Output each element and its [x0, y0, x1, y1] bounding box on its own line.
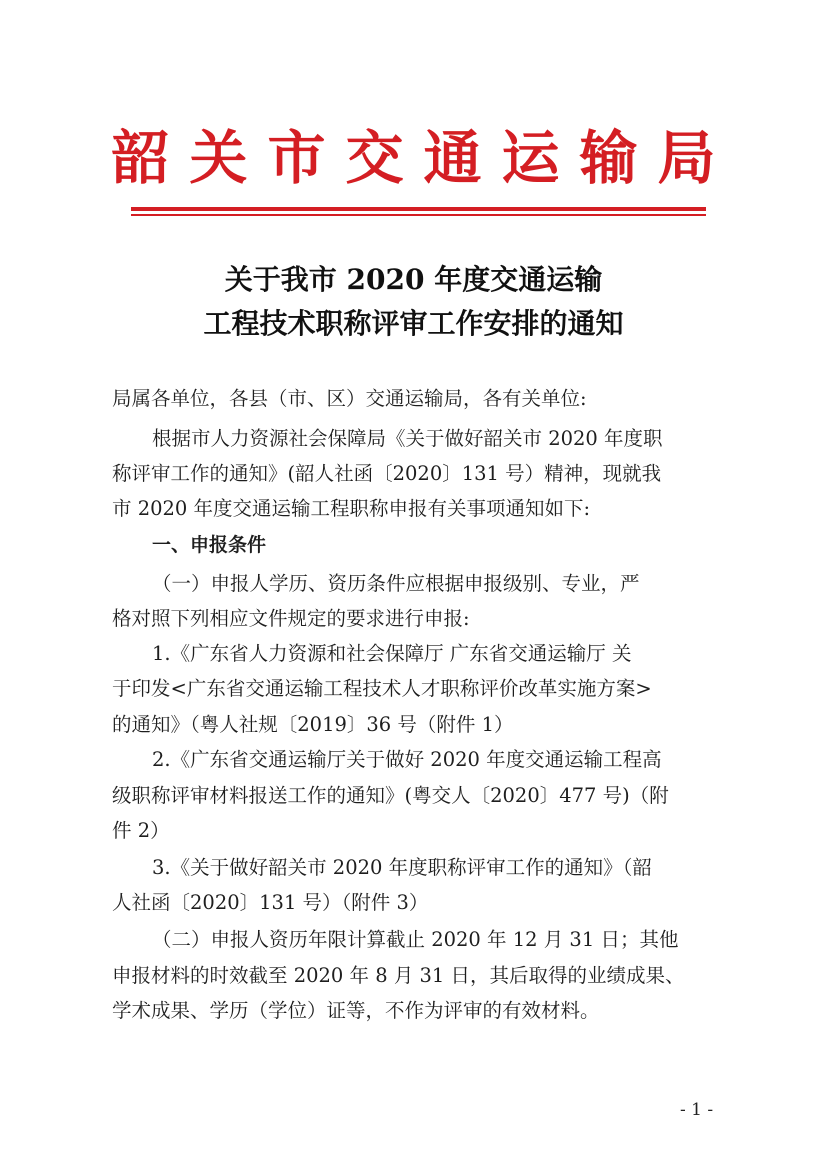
section-heading: 一、申报条件 [152, 534, 267, 556]
body-line: 1.《广东省人力资源和社会保障厅 广东省交通运输厅 关 [152, 642, 632, 665]
body-line: 市 2020 年度交通运输工程职称申报有关事项通知如下: [112, 497, 591, 520]
salutation: 局属各单位，各县（市、区）交通运输局，各有关单位: [112, 387, 587, 410]
body-line: 格对照下列相应文件规定的要求进行申报: [112, 607, 470, 630]
body-line: （一）申报人学历、资历条件应根据申报级别、专业，严 [152, 572, 640, 595]
body-line: 称评审工作的通知》(韶人社函〔2020〕131 号）精神，现就我 [112, 462, 662, 485]
body-line: （二）申报人资历年限计算截止 2020 年 12 月 31 日；其他 [152, 928, 679, 951]
page-number: - 1 - [680, 1100, 714, 1120]
masthead-rule-thin [131, 214, 706, 216]
body-line: 件 2） [112, 819, 170, 842]
body-line: 的通知》（粤人社规〔2019〕36 号（附件 1） [112, 713, 514, 736]
body-line: 级职称评审材料报送工作的通知》(粤交人〔2020〕477 号)（附 [112, 784, 669, 807]
body-line: 根据市人力资源社会保障局《关于做好韶关市 2020 年度职 [152, 427, 663, 450]
document-title-line-1: 关于我市 2020 年度交通运输 [224, 263, 603, 296]
body-line: 申报材料的时效截至 2020 年 8 月 31 日，其后取得的业绩成果、 [112, 964, 685, 987]
body-line: 3.《关于做好韶关市 2020 年度职称评审工作的通知》（韶 [152, 856, 652, 879]
body-line: 人社函〔2020〕131 号）（附件 3） [112, 891, 429, 914]
document-title-line-2: 工程技术职称评审工作安排的通知 [203, 307, 624, 340]
body-line: 2.《广东省交通运输厅关于做好 2020 年度交通运输工程高 [152, 748, 662, 771]
body-line: 于印发<广东省交通运输工程技术人才职称评价改革实施方案> [112, 677, 652, 700]
masthead-rule-thick [131, 207, 706, 211]
body-line: 学术成果、学历（学位）证等，不作为评审的有效材料。 [112, 999, 600, 1022]
masthead-title: 韶关市交通运输局 [111, 124, 736, 192]
